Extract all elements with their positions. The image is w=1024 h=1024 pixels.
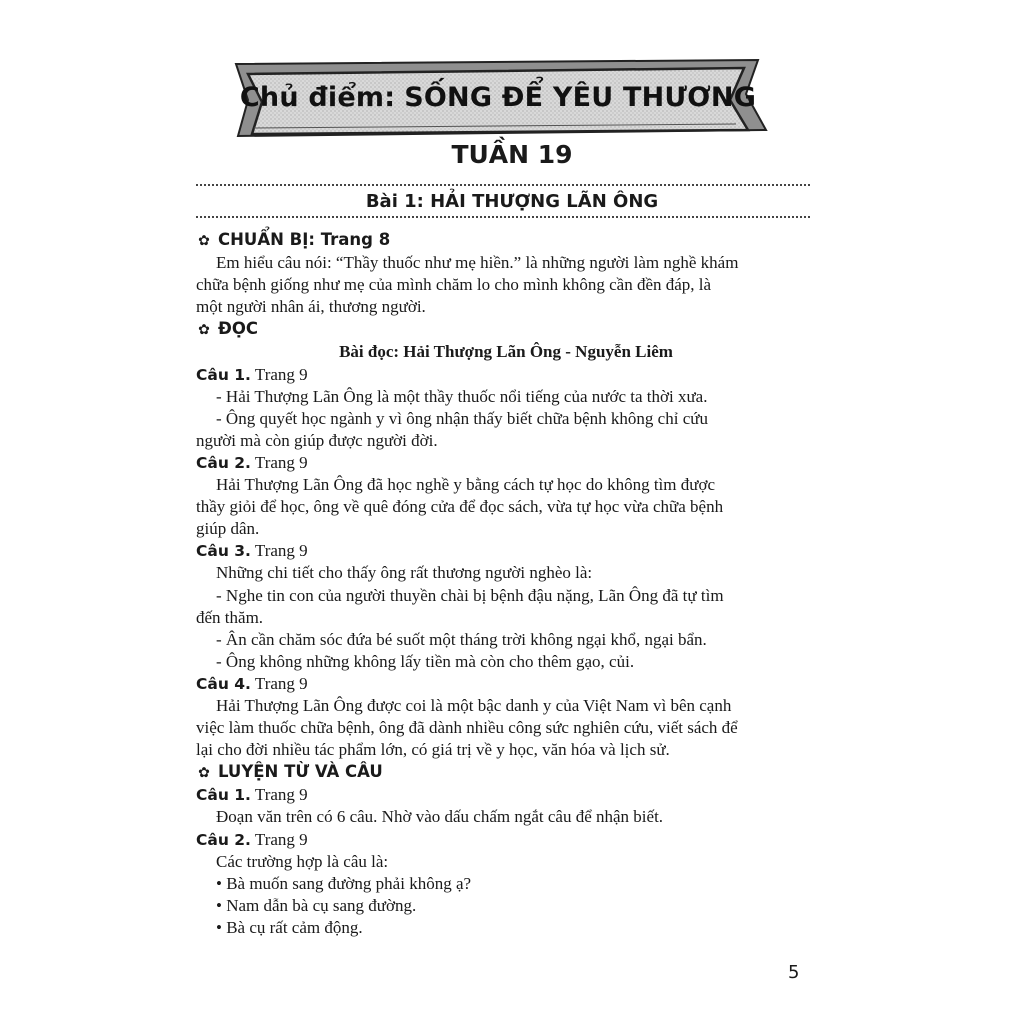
answer-line: lại cho đời nhiều tác phẩm lớn, có giá trị về y học, văn hóa và lịch sử. xyxy=(196,740,670,760)
answer-line: giúp dân. xyxy=(196,519,260,539)
question-page: Trang 9 xyxy=(254,829,308,849)
question-page: Trang 9 xyxy=(254,452,308,472)
divider-top xyxy=(196,184,810,186)
answer-line: thầy giỏi để học, ông về quê đóng cửa để đọc sách, vừa tự học vừa chữa bệnh xyxy=(196,497,724,517)
answer-line: Các trường hợp là câu là: xyxy=(216,851,389,871)
section-heading-text: LUYỆN TỪ VÀ CÂU xyxy=(218,762,383,782)
lesson-title: Bài 1: HẢI THƯỢNG LÃN ÔNG xyxy=(365,191,659,212)
answer-line: người mà còn giúp được người đời. xyxy=(196,430,438,450)
question-heading xyxy=(196,364,816,386)
section-heading xyxy=(196,229,816,252)
question-heading xyxy=(196,673,816,695)
lesson-content xyxy=(196,229,816,939)
question-heading xyxy=(196,452,816,474)
question-heading xyxy=(196,829,816,851)
answer-line: - Ông không những không lấy tiền mà còn cho thêm gạo, củi. xyxy=(216,651,635,671)
prepare-line: chữa bệnh giống như mẹ của mình chăm lo cho mình không cần đền đáp, là xyxy=(196,275,712,295)
flower-icon: ✿ xyxy=(198,233,210,249)
prepare-line: Em hiểu câu nói: “Thầy thuốc như mẹ hiền.” là những người làm nghề khám xyxy=(216,253,739,273)
question-page: Trang 9 xyxy=(254,785,308,805)
section-heading xyxy=(196,761,816,784)
question-page: Trang 9 xyxy=(254,541,308,561)
answer-line: Hải Thượng Lãn Ông đã học nghề y bằng cách tự học do không tìm được xyxy=(216,475,716,495)
answer-line: Hải Thượng Lãn Ông được coi là một bậc danh y của Việt Nam vì bên cạnh xyxy=(216,695,732,715)
question-label: Câu 1. xyxy=(196,365,251,384)
question-heading xyxy=(196,784,816,806)
answer-line: việc làm thuốc chữa bệnh, ông đã dành nhiều công sức nghiên cứu, viết sách để xyxy=(196,718,738,738)
answer-line: Những chi tiết cho thấy ông rất thương người nghèo là: xyxy=(216,563,593,583)
week-title: TUẦN 19 xyxy=(451,140,573,169)
flower-icon: ✿ xyxy=(198,765,210,782)
divider-bottom xyxy=(196,216,810,218)
banner-prefix: Chủ điểm: xyxy=(239,81,396,113)
section-heading xyxy=(196,318,816,341)
answer-line: - Ông quyết học ngành y vì ông nhận thấy biết chữa bệnh không chỉ cứu xyxy=(216,408,708,428)
question-label: Câu 1. xyxy=(196,786,251,805)
question-label: Câu 4. xyxy=(196,674,251,693)
section-heading-text: CHUẨN BỊ: Trang 8 xyxy=(218,230,391,249)
answer-line: • Nam dẫn bà cụ sang đường. xyxy=(216,895,417,915)
question-page: Trang 9 xyxy=(254,364,308,384)
answer-line: • Bà muốn sang đường phải không ạ? xyxy=(216,873,472,893)
answer-line: - Nghe tin con của người thuyền chài bị bệnh đậu nặng, Lãn Ông đã tự tìm xyxy=(216,585,724,605)
prepare-line: một người nhân ái, thương người. xyxy=(196,297,426,317)
answer-line: đến thăm. xyxy=(196,607,264,627)
question-heading xyxy=(196,540,816,562)
answer-line: • Bà cụ rất cảm động. xyxy=(216,917,363,937)
theme-banner xyxy=(218,50,778,146)
banner-title: SỐNG ĐỂ YÊU THƯƠNG xyxy=(404,81,757,113)
question-label: Câu 2. xyxy=(196,453,251,472)
question-label: Câu 3. xyxy=(196,542,251,561)
section-heading-text: ĐỌC xyxy=(218,319,258,339)
reading-title: Bài đọc: Hải Thượng Lãn Ông - Nguyễn Liêm xyxy=(339,342,673,362)
answer-line: - Ân cần chăm sóc đứa bé suốt một tháng trời không ngại khổ, ngại bẩn. xyxy=(216,629,707,649)
question-page: Trang 9 xyxy=(254,673,308,693)
answer-line: - Hải Thượng Lãn Ông là một thầy thuốc nổi tiếng của nước ta thời xưa. xyxy=(216,386,708,406)
answer-line: Đoạn văn trên có 6 câu. Nhờ vào dấu chấm ngắt câu để nhận biết. xyxy=(216,807,664,827)
flower-icon: ✿ xyxy=(198,322,210,339)
question-label: Câu 2. xyxy=(196,830,251,849)
page-number: 5 xyxy=(788,962,800,983)
